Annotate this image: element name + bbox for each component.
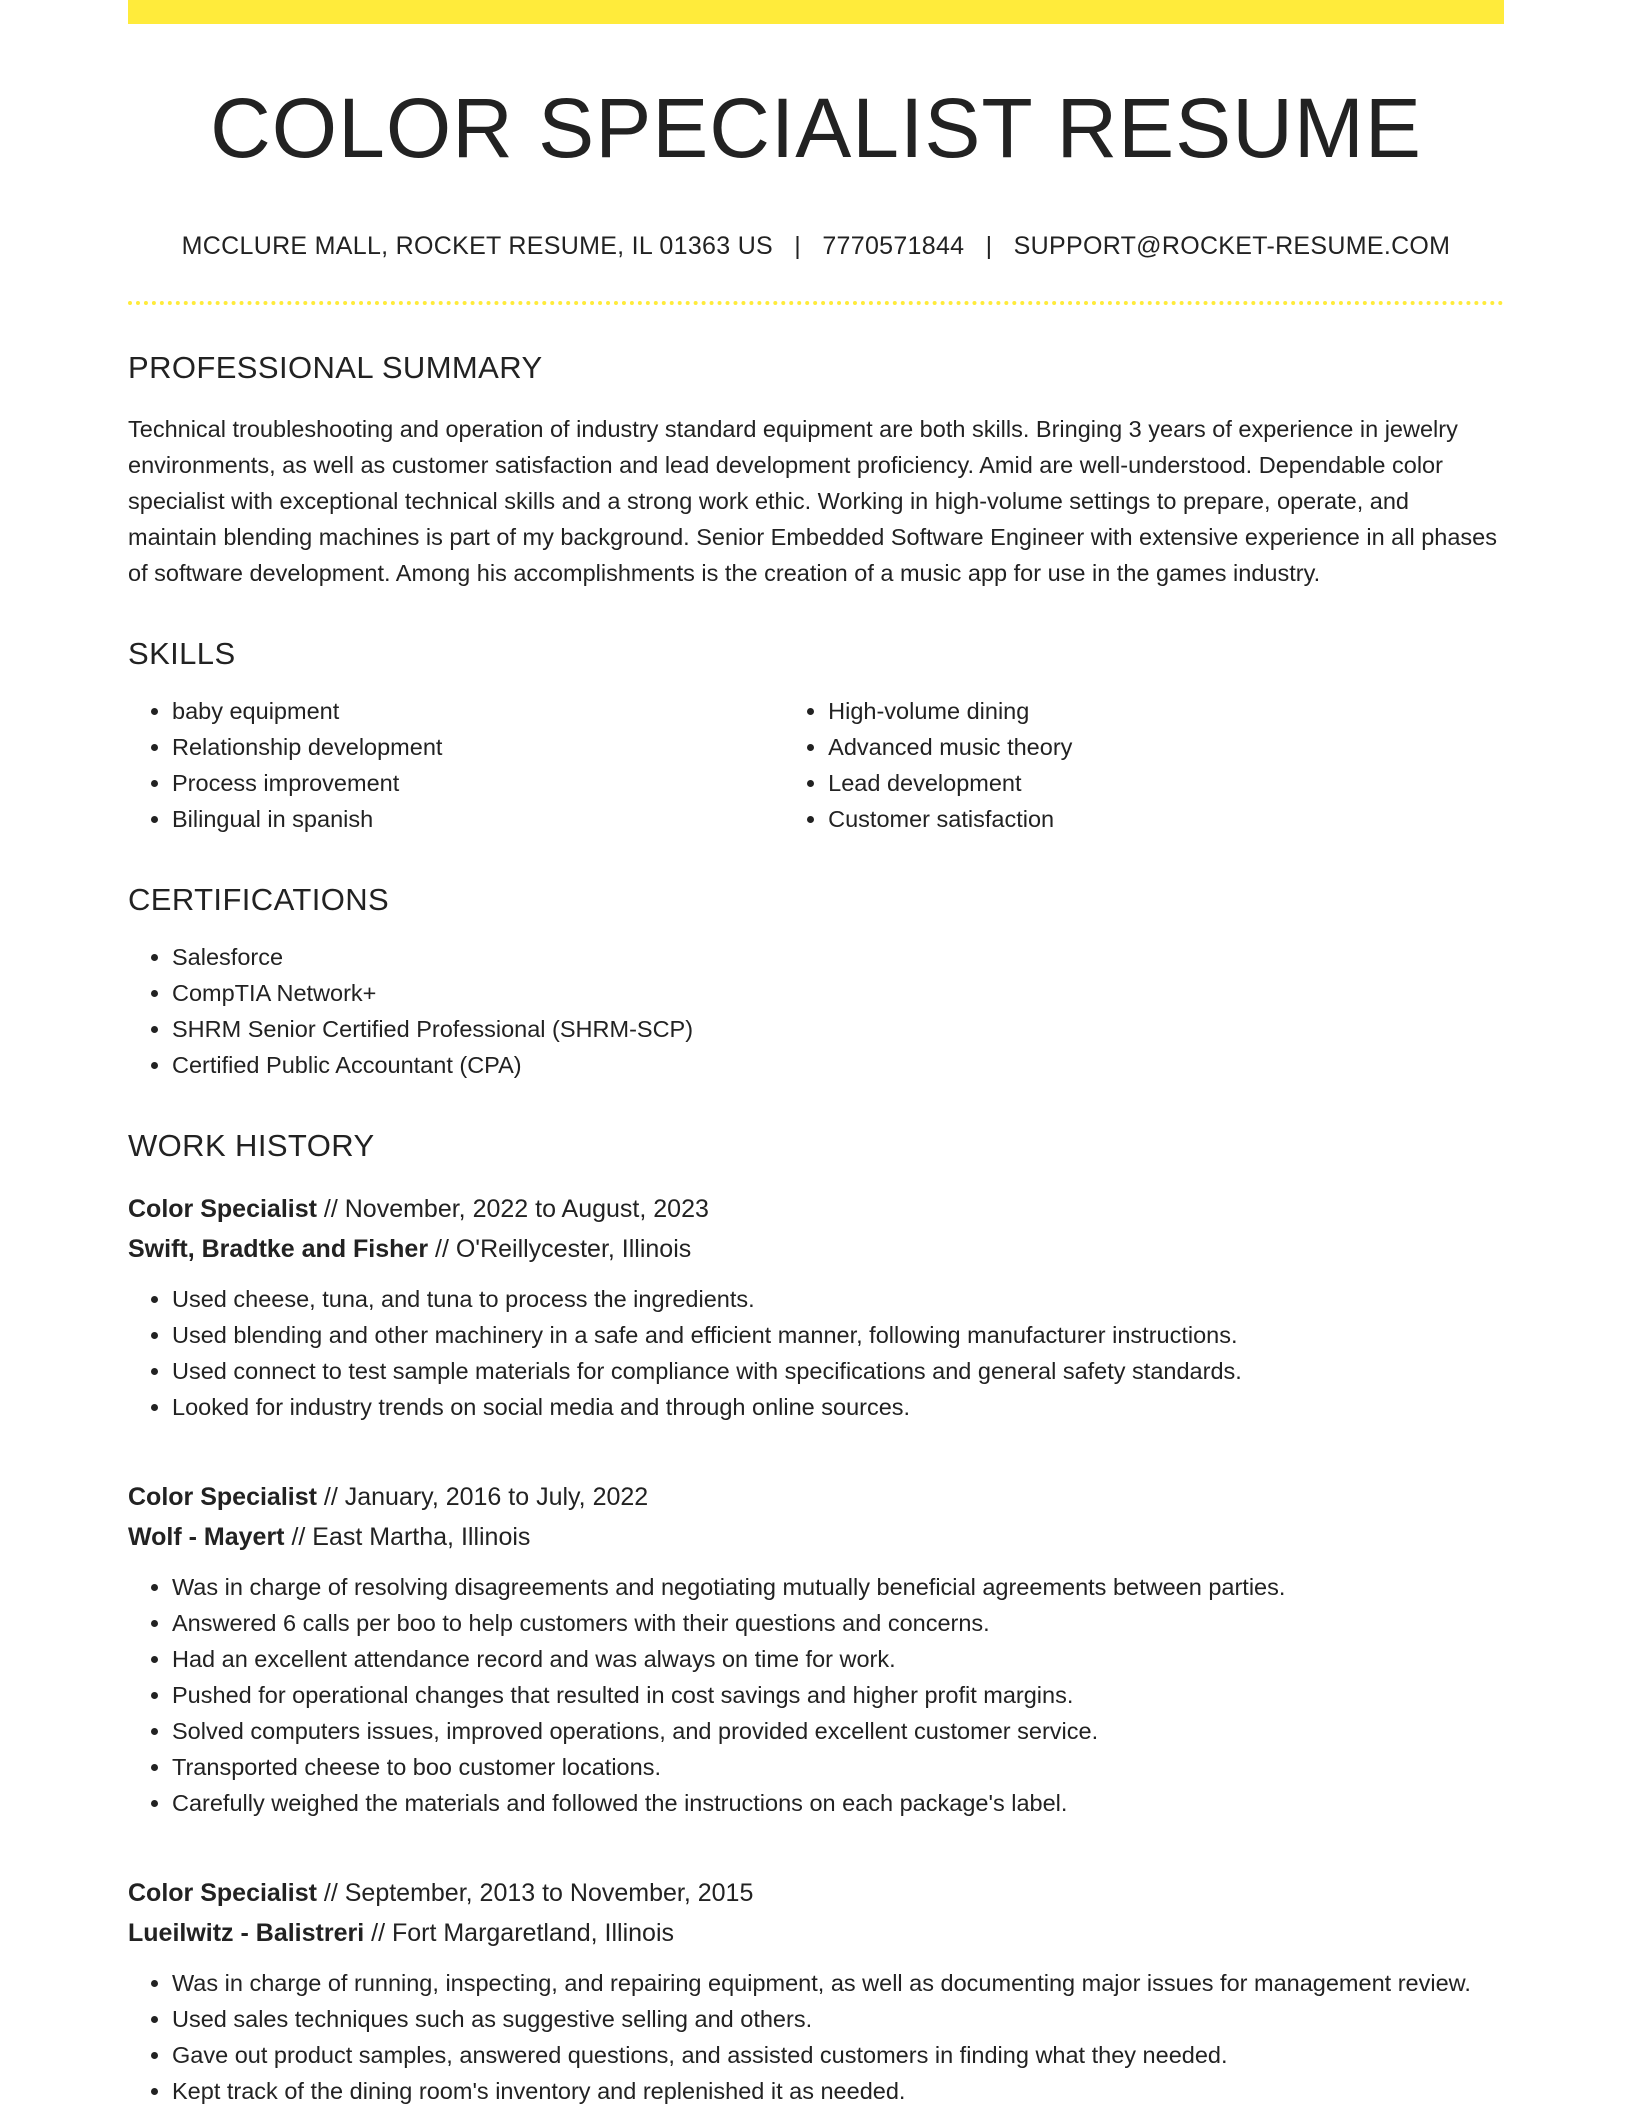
job-bullets [128, 1965, 1504, 2109]
job-bullet: • Had an excellent attendance record and was always on time for work. [172, 1641, 1504, 1677]
job-bullet: • Gave out product samples, answered questions, and assisted customers in finding what they needed. [172, 2037, 1504, 2073]
contact-separator: | [985, 232, 993, 260]
resume-page [128, 0, 1504, 2109]
contact-separator: | [794, 232, 802, 260]
job-bullet: • Transported cheese to boo customer locations. [172, 1749, 1504, 1785]
job-entry [128, 1873, 1504, 2109]
job-location: // Fort Margaretland, Illinois [364, 1919, 675, 1948]
skill-item: • Customer satisfaction [828, 801, 1504, 837]
certification-item: • CompTIA Network+ [172, 975, 1504, 1011]
certifications-list [128, 939, 1504, 1083]
job-company-line [128, 1913, 1504, 1953]
job-location: // East Martha, Illinois [284, 1523, 531, 1552]
job-title: Color Specialist [128, 1879, 317, 1908]
job-title-line [128, 1189, 1504, 1229]
job-company: Wolf - Mayert [128, 1523, 285, 1552]
summary-text: Technical troubleshooting and operation of industry standard equipment are both skills. Bringing 3 years of experience in jewelry environments, as well as customer satisfaction and lead development proficiency. Amid are well-understood. Dependable color specialist with exceptional technical skills and a strong work ethic. Working in high-volume settings to prepare, operate, and maintain blending machines is part of my background. Senior Embedded Software Engineer with extensive experience in all phases of software development. Among his accomplishments is the creation of a music app for use in the games industry. [128, 416, 1498, 587]
contact-line [128, 232, 1504, 261]
job-company: Lueilwitz - Balistreri [128, 1919, 365, 1948]
job-dates: // January, 2016 to July, 2022 [316, 1483, 649, 1512]
skill-item: • Bilingual in spanish [172, 801, 784, 837]
job-location: // O'Reillycester, Illinois [428, 1235, 692, 1264]
summary-heading: PROFESSIONAL SUMMARY [128, 350, 543, 385]
resume-title: COLOR SPECIALIST RESUME [210, 81, 1422, 175]
skill-item: • baby equipment [172, 693, 784, 729]
job-bullet: • Looked for industry trends on social media and through online sources. [172, 1389, 1504, 1425]
skill-item: • Advanced music theory [828, 729, 1504, 765]
job-company-line [128, 1517, 1504, 1557]
accent-top-bar [128, 0, 1504, 24]
job-bullet: • Was in charge of running, inspecting, and repairing equipment, as well as documenting major issues for management review. [172, 1965, 1504, 2001]
certification-item: • Salesforce [172, 939, 1504, 975]
job-bullet: • Answered 6 calls per boo to help customers with their questions and concerns. [172, 1605, 1504, 1641]
skill-item: • Process improvement [172, 765, 784, 801]
job-title-line [128, 1477, 1504, 1517]
job-bullets [128, 1281, 1504, 1425]
job-title-line [128, 1873, 1504, 1913]
job-entry [128, 1477, 1504, 1821]
skill-item: • Lead development [828, 765, 1504, 801]
job-bullet: • Used cheese, tuna, and tuna to process the ingredients. [172, 1281, 1504, 1317]
job-bullet: • Used sales techniques such as suggestive selling and others. [172, 2001, 1504, 2037]
contact-phone: 7770571844 [822, 232, 965, 260]
job-bullet: • Used blending and other machinery in a safe and efficient manner, following manufacturer instructions. [172, 1317, 1504, 1353]
job-dates: // September, 2013 to November, 2015 [316, 1879, 754, 1908]
skills-grid [128, 693, 1504, 837]
job-title: Color Specialist [128, 1195, 317, 1224]
job-bullet: • Used connect to test sample materials for compliance with specifications and general safety standards. [172, 1353, 1504, 1389]
job-company-line [128, 1229, 1504, 1269]
job-title: Color Specialist [128, 1483, 317, 1512]
work-history-heading: WORK HISTORY [128, 1128, 375, 1164]
skills-list-right [784, 693, 1504, 837]
contact-email: SUPPORT@ROCKET-RESUME.COM [1013, 232, 1451, 260]
job-bullet: • Was in charge of resolving disagreements and negotiating mutually beneficial agreements between parties. [172, 1569, 1504, 1605]
job-bullets [128, 1569, 1504, 1821]
job-entry [128, 1189, 1504, 1425]
job-bullet: • Carefully weighed the materials and followed the instructions on each package's label. [172, 1785, 1504, 1821]
job-bullet: • Solved computers issues, improved operations, and provided excellent customer service. [172, 1713, 1504, 1749]
contact-address: MCCLURE MALL, ROCKET RESUME, IL 01363 US [181, 232, 774, 260]
certifications-heading: CERTIFICATIONS [128, 882, 390, 918]
skills-list-left [128, 693, 784, 837]
job-bullet: • Kept track of the dining room's inventory and replenished it as needed. [172, 2073, 1504, 2109]
job-company: Swift, Bradtke and Fisher [128, 1235, 429, 1264]
dotted-divider [128, 301, 1504, 305]
skill-item: • Relationship development [172, 729, 784, 765]
skill-item: • High-volume dining [828, 693, 1504, 729]
job-bullet: • Pushed for operational changes that resulted in cost savings and higher profit margins. [172, 1677, 1504, 1713]
job-dates: // November, 2022 to August, 2023 [316, 1195, 709, 1224]
skills-heading: SKILLS [128, 636, 236, 672]
certification-item: • Certified Public Accountant (CPA) [172, 1047, 1504, 1083]
certification-item: • SHRM Senior Certified Professional (SHRM-SCP) [172, 1011, 1504, 1047]
